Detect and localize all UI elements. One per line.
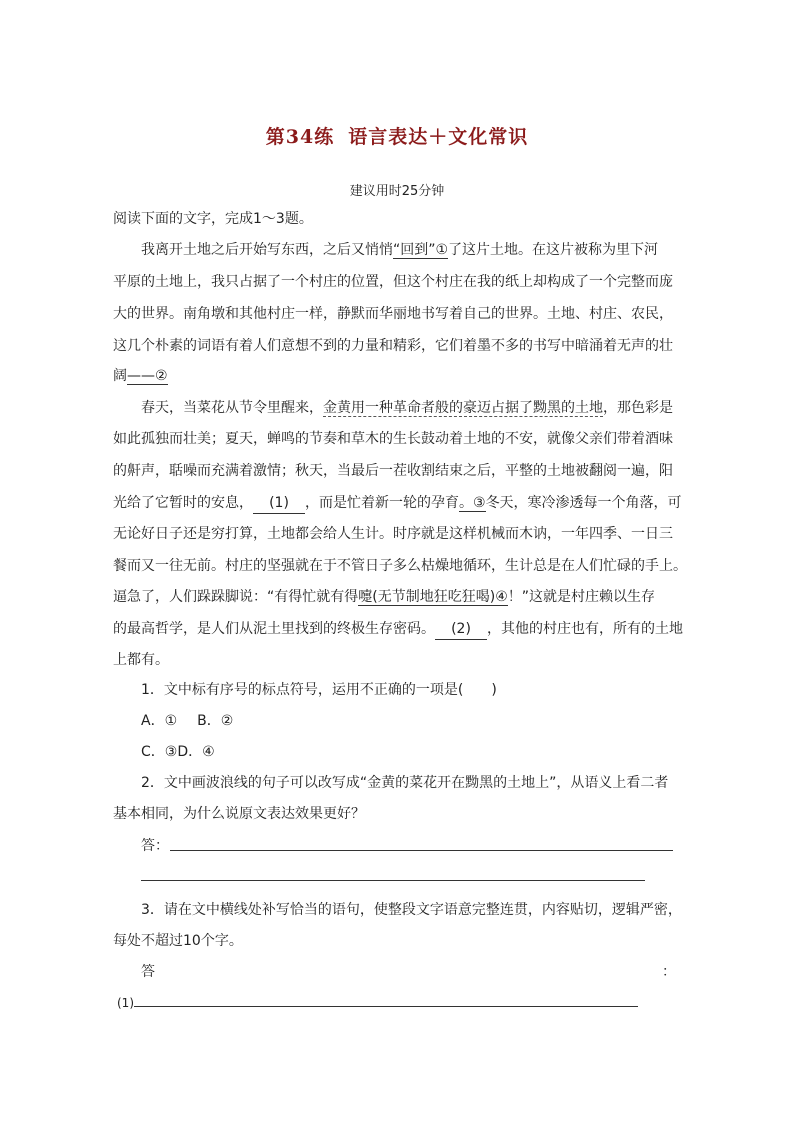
passage-line: 的鼾声，聒噪而充满着激情；秋天，当最后一茬收割结束之后，平整的土地被翻阅一遍，阳	[113, 463, 673, 479]
blank-1-label: (1)	[117, 996, 134, 1010]
option-c[interactable]: C．③	[141, 744, 178, 760]
question-3-answer-label: 答	[141, 964, 155, 980]
passage-line: 大的世界。南角墩和其他村庄一样，静默而华丽地书写着自己的世界。土地、村庄、农民，	[113, 306, 673, 322]
passage-line: 上都有。	[113, 652, 169, 668]
passage-line: 我离开土地之后开始写东西，之后又悄悄“回到”①了这片土地。在这片被称为里下河	[141, 242, 659, 258]
marked-dash-2: ——②	[127, 368, 168, 384]
option-b[interactable]: B．②	[197, 713, 234, 729]
fill-blank-2[interactable]: (2)	[435, 619, 487, 640]
option-a[interactable]: A．①	[141, 713, 178, 729]
answer-colon: ：	[662, 964, 676, 980]
answer-line[interactable]	[170, 850, 673, 851]
answer-line[interactable]	[141, 880, 645, 881]
passage-line: 无论好日子还是穷打算，土地都会给人生计。时序就是这样机械而木讷，一年四季、一日三	[113, 526, 673, 542]
time-suggestion: 建议用时25分钟	[349, 184, 445, 199]
passage-line: 光给了它暂时的安息， (1) ，而是忙着新一轮的孕育。③冬天，寒冷渗透每一个角落，可	[113, 493, 682, 514]
marked-quote-1: “回到”①	[393, 242, 449, 258]
question-2-stem: 基本相同，为什么说原文表达效果更好？	[113, 806, 365, 822]
question-3-stem: 每处不超过10个字。	[113, 933, 243, 949]
passage-line: 这几个朴素的词语有着人们意想不到的力量和精彩，它们着墨不多的书写中暗涌着无声的壮	[113, 338, 673, 354]
marked-note-4: 嚏(无节制地狂吃狂喝)④	[358, 589, 508, 605]
question-1-stem: 1．文中标有序号的标点符号，运用不正确的一项是( )	[141, 682, 497, 698]
instruction: 阅读下面的文字，完成1～3题。	[113, 211, 313, 227]
question-1-options-ab	[141, 711, 233, 731]
passage-line: 如此孤独而壮美；夏天，蝉鸣的节奏和草木的生长鼓动着土地的不安，就像父亲们带着酒味	[113, 431, 673, 447]
passage-line: 逼急了，人们跺跺脚说：“有得忙就有得嚏(无节制地狂吃狂喝)④！”这就是村庄赖以生存	[113, 589, 656, 605]
passage-line: 餐而又一往无前。村庄的坚强就在于不管日子多么枯燥地循环，生计总是在人们忙碌的手上。	[113, 558, 687, 574]
marked-period-3: 。③	[459, 495, 486, 511]
page-title: 第34练 语言表达＋文化常识	[265, 126, 529, 148]
passage-line: 春天，当菜花从节令里醒来，金黄用一种革命者般的豪迈占据了黝黑的土地，那色彩是	[141, 400, 673, 416]
wavy-sentence: 金黄用一种革命者般的豪迈占据了黝黑的土地	[323, 400, 603, 416]
question-2-stem: 2．文中画波浪线的句子可以改写成“金黄的菜花开在黝黑的土地上”，从语义上看二者	[141, 775, 669, 791]
question-1-options-cd	[141, 742, 215, 762]
option-d[interactable]: D．④	[177, 744, 215, 760]
question-3-stem: 3．请在文中横线处补写恰当的语句，使整段文字语意完整连贯，内容贴切，逻辑严密，	[141, 902, 682, 918]
question-2-answer-label: 答：	[141, 838, 169, 854]
passage-line: 阔——②	[113, 368, 168, 384]
fill-blank-1[interactable]: (1)	[253, 493, 305, 514]
passage-line: 的最高哲学，是人们从泥土里找到的终极生存密码。 (2) ，其他的村庄也有，所有的土地	[113, 619, 683, 640]
answer-line-1[interactable]	[134, 1006, 638, 1007]
passage-line: 平原的土地上，我只占据了一个村庄的位置，但这个村庄在我的纸上却构成了一个完整而庞	[113, 274, 673, 290]
